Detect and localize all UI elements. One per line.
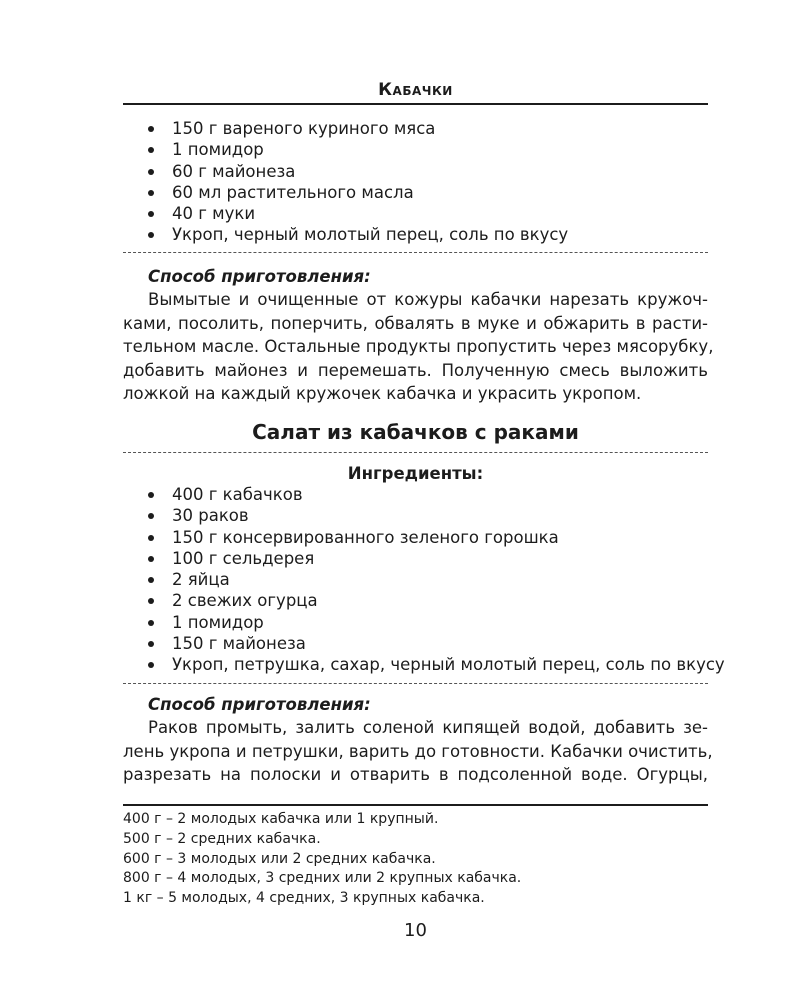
ingredient-item: 1 помидор bbox=[123, 612, 708, 633]
method-line: ложкой на каждый кружочек кабачка и украсить укропом. bbox=[123, 384, 642, 404]
method-title: Способ приготовления: bbox=[148, 695, 371, 714]
ingredient-item: 150 г консервированного зеленого горошка bbox=[123, 527, 708, 548]
ingredients-title: Ингредиенты: bbox=[347, 464, 484, 483]
method-line: Раков промыть, залить соленой кипящей водой, добавить зе- bbox=[148, 718, 708, 737]
recipe-title: Салат из кабачков с раками bbox=[252, 420, 579, 444]
page-number: 10 bbox=[404, 920, 427, 941]
method-line: Вымытые и очищенные от кожуры кабачки нарезать кружоч- bbox=[148, 290, 708, 309]
running-head: Кабачки bbox=[378, 80, 453, 100]
ingredient-item: 100 г сельдерея bbox=[123, 548, 708, 569]
first-recipe-ingredients bbox=[123, 118, 708, 246]
dashed-divider bbox=[123, 683, 708, 684]
footnote-line: 600 г – 3 молодых или 2 средних кабачка. bbox=[123, 850, 436, 867]
ingredient-item: 2 яйца bbox=[123, 569, 708, 590]
ingredient-item: 60 мл растительного масла bbox=[123, 182, 708, 203]
footnotes bbox=[123, 810, 521, 909]
footnote-rule bbox=[123, 804, 708, 806]
ingredient-item: 40 г муки bbox=[123, 203, 708, 224]
method-line: лень укропа и петрушки, варить до готовности. Кабачки очистить, bbox=[123, 741, 713, 761]
method-line: тельном масле. Остальные продукты пропустить через мясорубку, bbox=[123, 337, 714, 357]
footnote-line: 500 г – 2 средних кабачка. bbox=[123, 830, 321, 847]
method-line: добавить майонез и перемешать. Полученную смесь выложить bbox=[123, 360, 708, 380]
second-recipe-method bbox=[123, 716, 713, 787]
footnote-line: 400 г – 2 молодых кабачка или 1 крупный. bbox=[123, 811, 439, 827]
dashed-divider bbox=[123, 452, 708, 453]
ingredient-item: 60 г майонеза bbox=[123, 161, 708, 182]
method-title: Способ приготовления: bbox=[148, 267, 371, 286]
dashed-divider bbox=[123, 252, 708, 253]
method-line: ками, посолить, поперчить, обвалять в муке и обжарить в расти- bbox=[123, 313, 708, 333]
ingredient-item: 2 свежих огурца bbox=[123, 590, 708, 611]
footnote-line: 1 кг – 5 молодых, 4 средних, 3 крупных кабачка. bbox=[123, 890, 485, 907]
ingredient-item: 150 г вареного куриного мяса bbox=[123, 118, 708, 139]
ingredient-item: 400 г кабачков bbox=[123, 484, 708, 505]
ingredient-item: 150 г майонеза bbox=[123, 633, 708, 654]
second-recipe-ingredients bbox=[123, 484, 725, 676]
method-line: разрезать на полоски и отварить в подсоленной воде. Огурцы, bbox=[123, 765, 708, 785]
ingredient-item: Укроп, петрушка, сахар, черный молотый перец, соль по вкусу bbox=[123, 654, 708, 675]
header-rule bbox=[123, 103, 708, 105]
book-page bbox=[123, 0, 725, 1000]
ingredient-item: 30 раков bbox=[123, 505, 708, 526]
first-recipe-method bbox=[123, 288, 714, 406]
ingredient-item: Укроп, черный молотый перец, соль по вкусу bbox=[123, 224, 708, 245]
ingredient-item: 1 помидор bbox=[123, 139, 708, 160]
footnote-line: 800 г – 4 молодых, 3 средних или 2 крупных кабачка. bbox=[123, 870, 522, 887]
